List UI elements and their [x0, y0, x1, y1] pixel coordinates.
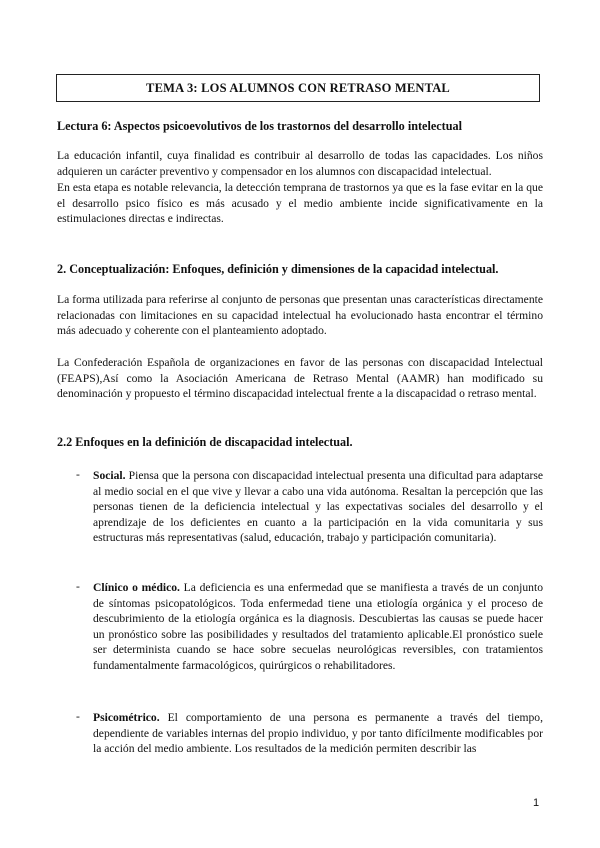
document-title: TEMA 3: LOS ALUMNOS CON RETRASO MENTAL — [56, 74, 540, 102]
approach-item-clinical — [93, 580, 543, 674]
approach-term: Psicométrico. — [93, 711, 160, 724]
approach-text: Piensa que la persona con discapacidad intelectual presenta una dificultad para adaptarse al medio social en el que vive y llevar a cabo una vida autónoma. Resaltan la percepción que las personas tienen de la deficiencia intelectual y las expectativas sociales del desarrollo y el aprendizaje de los deficientes en cuanto a la participación en la vida comunitaria y sus estructuras más representativas (salud, educación, trabajo y participación comunitaria). — [93, 469, 543, 545]
section-2-heading: 2. Conceptualización: Enfoques, definición y dimensiones de la capacidad intelectual. — [57, 262, 499, 276]
intro-paragraph-1: La educación infantil, cuya finalidad es contribuir al desarrollo de todas las capacidades. Los niños adquieren un carácter preventivo y compensador en los alumnos con discapacidad intelectual. — [57, 149, 543, 178]
approach-term: Clínico o médico. — [93, 581, 180, 594]
section-2-2-heading: 2.2 Enfoques en la definición de discapacidad intelectual. — [57, 435, 353, 449]
bullet-marker: - — [76, 580, 80, 593]
page-number: 1 — [533, 797, 540, 809]
approach-text: El comportamiento de una persona es permanente a través del tiempo, dependiente de variables internas del propio individuo, y por tanto difícilmente modificables por la acción del medio ambiente. Los resultados de la medición permiten describir las — [93, 711, 543, 756]
intro-paragraph-2: En esta etapa es notable relevancia, la detección temprana de trastornos ya que es la fase evitar en la que el desarrollo psico físico es más acusado y el medio ambiente incide significativamente en la estimulaciones directas e indirectas. — [57, 181, 543, 225]
bullet-marker: - — [76, 710, 80, 723]
approach-term: Social. — [93, 469, 126, 482]
approach-item-psychometric — [93, 710, 543, 757]
approach-text: La deficiencia es una enfermedad que se manifiesta a través de un conjunto de síntomas psicopatológicos. Toda enfermedad tiene una etiología orgánica y el proceso de descubrimiento de la etiología orgánica es la diagnosis. Descubiertas las causas se puede hacer un pronóstico sobre las posibilidades y resultados del tratamiento aplicable.El pronóstico suele ser determinista cuando se hace sobre secuelas neurológicas reversibles, con tratamientos fundamentalmente farmacológicos, quirúrgicos o rehabilitadores. — [93, 581, 543, 672]
approach-item-social — [93, 468, 543, 546]
bullet-marker: - — [76, 468, 80, 481]
section-2-paragraph-2: La Confederación Española de organizaciones en favor de las personas con discapacidad Intelectual (FEAPS),Así como la Asociación Americana de Retraso Mental (AAMR) han modificado su denominación y propuesto el término discapacidad intelectual frente a la discapacidad o retraso mental. — [57, 356, 543, 400]
section-2-paragraph-1: La forma utilizada para referirse al conjunto de personas que presentan unas características directamente relacionadas con limitaciones en su capacidad intelectual ha evolucionado hasta encontrar el término más adecuado y coherente con el planteamiento adoptado. — [57, 293, 543, 337]
lecture-heading: Lectura 6: Aspectos psicoevolutivos de los trastornos del desarrollo intelectual — [57, 119, 462, 133]
